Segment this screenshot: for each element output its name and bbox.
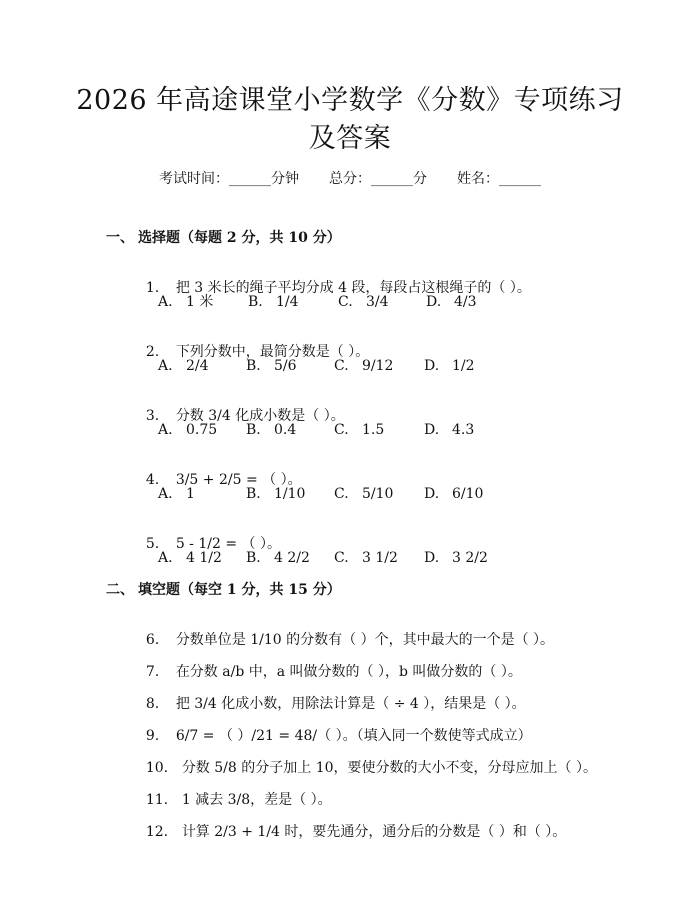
option-b: B. 1/10: [246, 486, 306, 502]
option-b: B. 4 2/2: [246, 550, 310, 566]
option-c: C. 3 1/2: [334, 550, 398, 566]
question-number: 10.: [145, 760, 169, 776]
option-c: C. 5/10: [334, 486, 394, 502]
question-number: 9.: [145, 728, 160, 744]
question-text: 分数单位是 1/10 的分数有（ ）个，其中最大的一个是（ ）。: [175, 632, 555, 648]
section-number: 一、: [106, 230, 134, 246]
question-text: 把 3 米长的绳子平均分成 4 段，每段占这根绳子的（ ）。: [175, 280, 531, 296]
section-number: 二、: [106, 582, 134, 598]
question-number: 1.: [145, 280, 160, 296]
option-a: A. 0.75: [158, 422, 218, 438]
option-c: C. 9/12: [334, 358, 394, 374]
question-text: 分数 3/4 化成小数是（ ）。: [175, 408, 345, 424]
student-name-field: 姓名：______: [457, 171, 541, 187]
section-heading-fill: [106, 581, 341, 599]
option-c: C. 1.5: [334, 422, 385, 438]
option-a: A. 1: [158, 486, 195, 502]
question-number: 11.: [145, 792, 169, 808]
page-title-line2: 及答案: [308, 123, 392, 154]
option-d: D. 4.3: [424, 422, 475, 438]
option-d: D. 6/10: [424, 486, 484, 502]
question-text: 6/7 = （ ）/21 = 48/（ ）。（填入同一个数使等式成立）: [175, 728, 532, 744]
section-title: 选择题（每题 2 分，共 10 分）: [138, 230, 341, 246]
option-c: C. 3/4: [338, 294, 389, 310]
question-number: 8.: [145, 696, 160, 712]
question-text: 1 减去 3/8，差是（ ）。: [181, 792, 332, 808]
option-a: A. 4 1/2: [158, 550, 222, 566]
question-number: 12.: [145, 824, 169, 840]
option-d: D. 3 2/2: [424, 550, 488, 566]
question-number: 7.: [145, 664, 160, 680]
question-text: 3/5 + 2/5 = （ ）。: [175, 472, 302, 488]
question-text: 分数 5/8 的分子加上 10，要使分数的大小不变，分母应加上（ ）。: [181, 760, 597, 776]
option-b: B. 1/4: [248, 294, 299, 310]
page-title: 2026 年高途课堂小学数学《分数》专项练习: [76, 85, 624, 116]
question-text: 把 3/4 化成小数，用除法计算是（ ÷ 4 ），结果是（ ）。: [175, 696, 526, 712]
option-a: A. 2/4: [158, 358, 209, 374]
option-b: B. 5/6: [246, 358, 297, 374]
question-text: 在分数 a/b 中，a 叫做分数的（ ），b 叫做分数的（ ）。: [175, 664, 522, 680]
question-number: 6.: [145, 632, 160, 648]
section-heading-choice: [106, 229, 341, 247]
question-12: [128, 805, 566, 859]
question-number: 4.: [145, 472, 160, 488]
total-score-field: 总分：______分: [329, 171, 427, 187]
option-b: B. 0.4: [246, 422, 297, 438]
question-text: 下列分数中，最简分数是（ ）。: [175, 344, 370, 360]
question-number: 3.: [145, 408, 160, 424]
exam-time-field: 考试时间：______分钟: [159, 171, 299, 187]
section-title: 填空题（每空 1 分，共 15 分）: [138, 582, 341, 598]
question-number: 5.: [145, 536, 160, 552]
question-number: 2.: [145, 344, 160, 360]
question-text: 计算 2/3 + 1/4 时，要先通分，通分后的分数是（ ）和（ ）。: [181, 824, 567, 840]
option-d: D. 4/3: [426, 294, 477, 310]
question-text: 5 - 1/2 = （ ）。: [175, 536, 281, 552]
exam-meta: [0, 170, 700, 188]
option-a: A. 1 米: [158, 294, 214, 310]
option-d: D. 1/2: [424, 358, 475, 374]
